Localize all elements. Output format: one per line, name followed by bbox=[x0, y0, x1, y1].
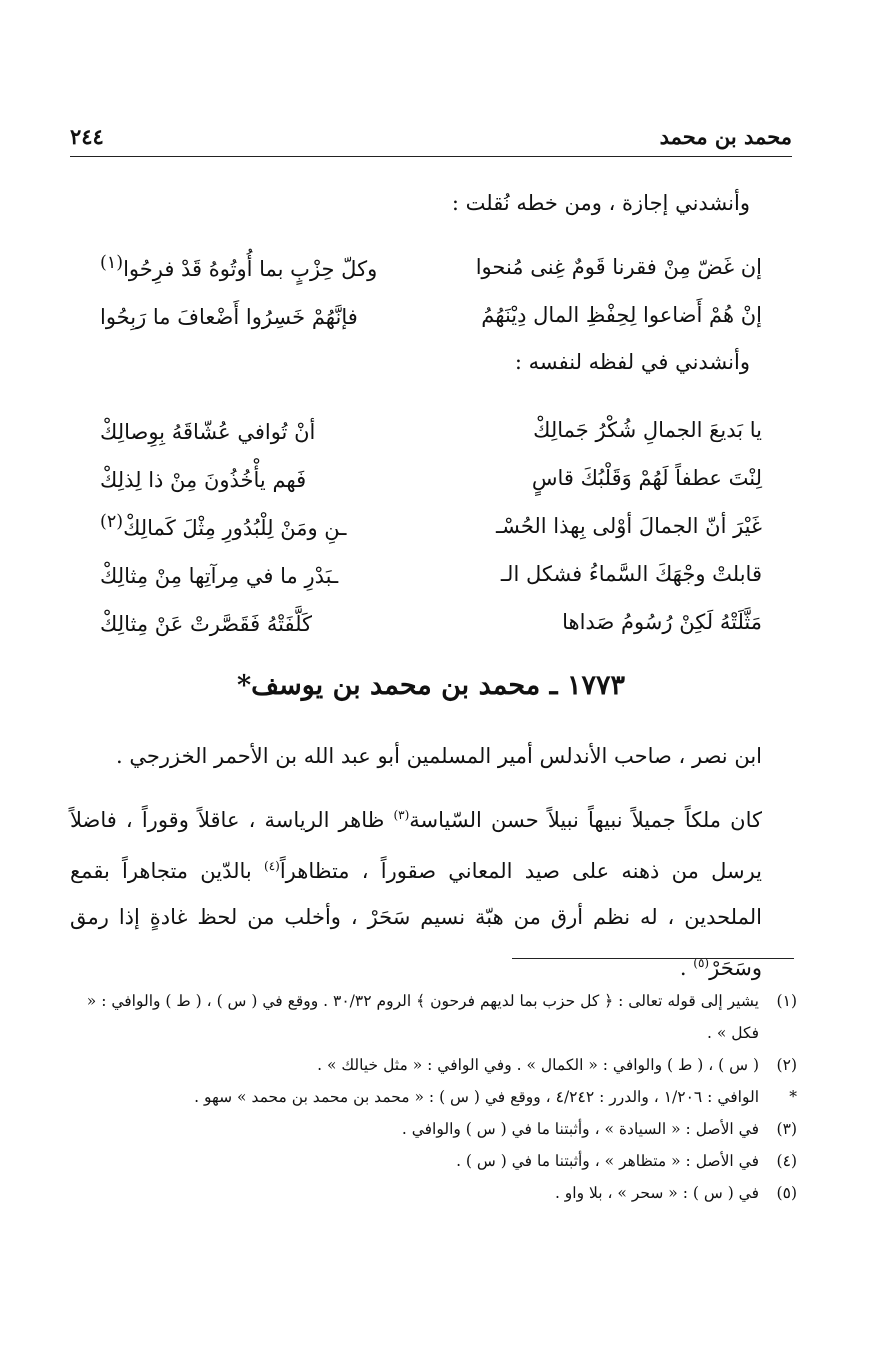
footnote-text: ( س ) ، ( ط ) والوافي : « الكمال » . وفي الوافي : « مثل خيالك » . bbox=[317, 1056, 759, 1074]
hemistich-text: ـنِ ومَنْ لِلْبُدُورِ مِثْلَ كَمالِكْ bbox=[123, 516, 347, 540]
verse bbox=[100, 406, 762, 454]
hemistich-text: وكلّ حِزْبٍ بما أُوتُوهُ قَدْ فرِحُوا bbox=[123, 257, 378, 281]
verse-second-hemistich bbox=[100, 253, 410, 281]
verse-second-hemistich bbox=[100, 512, 410, 540]
footnote bbox=[70, 985, 797, 1049]
poem-1 bbox=[100, 243, 762, 339]
verse-second-hemistich bbox=[100, 560, 410, 588]
footnote-text: في الأصل : « متظاهر » ، وأثبتنا ما في ( س ) . bbox=[456, 1152, 759, 1170]
verse-first-hemistich: غَيْرَ أنّ الجمالَ أوْلى بِهذا الحُسْـ bbox=[495, 514, 762, 538]
running-head bbox=[70, 118, 792, 154]
verse-first-hemistich: يا بَديعَ الجمالِ شُكْرُ جَمالِكْ bbox=[533, 418, 762, 442]
footnote-ref: (٥) bbox=[693, 956, 710, 970]
hemistich-text: أنْ تُوافي عُشّاقَهُ بِوِصالِكْ bbox=[100, 420, 316, 444]
verse bbox=[100, 243, 762, 291]
footnote bbox=[70, 1145, 797, 1177]
footnote-rule bbox=[512, 958, 794, 959]
verse bbox=[100, 598, 762, 646]
footnote-text: في الأصل : « السيادة » ، وأثبتنا ما في ( س ) والوافي . bbox=[401, 1120, 759, 1138]
footnote-ref: (١) bbox=[100, 253, 124, 273]
poem-2 bbox=[100, 406, 762, 646]
verse-second-hemistich bbox=[100, 301, 410, 329]
body-text: . bbox=[679, 956, 694, 980]
verse-first-hemistich: لِنْتَ عطفاً لَهُمْ وَقَلْبُكَ قاسٍ bbox=[531, 466, 762, 490]
footnote-ref: (٤) bbox=[264, 859, 280, 873]
verse-second-hemistich bbox=[100, 464, 410, 492]
body-text: ظاهر الرياسة ، عاقلاً وقوراً ، فاضلاً يرسل من ذهنه على صيد المعاني صقوراً ، متظاهراً bbox=[70, 808, 763, 883]
hemistich-text: فإنَّهُمْ خَسِرُوا أَضْعافَ ما رَبِحُوا bbox=[100, 305, 358, 329]
header-rule bbox=[70, 156, 792, 157]
footnote-number: (٣) bbox=[776, 1120, 797, 1138]
poem-intro-2: وأنشدني في لفظه لنفسه : bbox=[514, 350, 750, 374]
footnote-ref: (٢) bbox=[100, 512, 124, 532]
lineage-text: ابن نصر ، صاحب الأندلس أمير المسلمين أبو عبد الله بن الأحمر الخزرجي . bbox=[116, 744, 762, 768]
verse-first-hemistich: إن غَضّ مِنْ فقرنا قَومٌ غِنى مُنحوا bbox=[475, 255, 762, 279]
footnote-text: يشير إلى قوله تعالى : ﴿ كل حزب بما لديهم فرحون ﴾ الروم ٣٠/٣٢ . ووقع في ( س ) ، ( ط ) والوافي : « فكل » . bbox=[86, 992, 759, 1042]
verse bbox=[100, 550, 762, 598]
verse-second-hemistich bbox=[100, 416, 410, 444]
verse bbox=[100, 291, 762, 339]
footnotes bbox=[70, 985, 797, 1209]
footnote-number: (٢) bbox=[776, 1056, 797, 1074]
poem-intro-1: وأنشدني إجازة ، ومن خطه نُقلت : bbox=[451, 191, 750, 215]
hemistich-text: كَلَّفَتْهُ فَقَصَّرتْ عَنْ مِثالِكْ bbox=[100, 612, 313, 636]
verse-second-hemistich bbox=[100, 608, 410, 636]
verse-first-hemistich: قابلتْ وجْهَكَ السَّماءُ فشكل الـ bbox=[500, 562, 762, 586]
footnote-number: (٥) bbox=[776, 1184, 797, 1202]
footnote bbox=[70, 1177, 797, 1209]
footnote-text: الوافي : ١/٢٠٦ ، والدرر : ٤/٢٤٢ ، ووقع في ( س ) : « محمد بن محمد بن محمد » سهو . bbox=[194, 1088, 759, 1106]
verse bbox=[100, 502, 762, 550]
footnote-number: (٤) bbox=[776, 1152, 797, 1170]
footnote bbox=[70, 1049, 797, 1081]
page-number: ٢٤٤ bbox=[70, 123, 104, 149]
verse-first-hemistich: مَثَّلَتْهُ لَكِنْ رُسُومُ صَداها bbox=[562, 610, 762, 634]
entry-body bbox=[70, 792, 762, 991]
hemistich-text: ـبَدْرِ ما في مِرآتِها مِنْ مِثالِكْ bbox=[100, 564, 339, 588]
verse bbox=[100, 454, 762, 502]
entry-lineage bbox=[70, 733, 762, 779]
hemistich-text: فَهم يأْخُذُونَ مِنْ ذا لِذلِكْ bbox=[100, 468, 307, 492]
footnote-number: (١) bbox=[776, 992, 797, 1010]
verse-first-hemistich: إنْ هُمْ أَضاعوا لِحِفْظِ المال دِيْنَهُمُ bbox=[481, 303, 762, 327]
footnote bbox=[70, 1081, 797, 1113]
body-text: بالدّين متجاهراً بقمع الملحدين ، له نظم أرق من هبّة نسيم سَحَرْ ، وأخلب من لحظ غادةٍ إذا رمق وسَحَرْ bbox=[70, 859, 762, 980]
body-text: كان ملكاً جميلاً نبيهاً نبيلاً حسن السّياسة bbox=[409, 808, 762, 832]
entry-title: ١٧٧٣ ـ محمد بن محمد بن يوسف* bbox=[237, 670, 625, 701]
footnote bbox=[70, 1113, 797, 1145]
footnote-number: * bbox=[789, 1088, 797, 1106]
body-paragraph bbox=[70, 792, 762, 991]
footnote-text: في ( س ) : « سحر » ، بلا واو . bbox=[554, 1184, 759, 1202]
running-title: محمد بن محمد bbox=[659, 123, 792, 149]
footnote-ref: (٣) bbox=[393, 808, 410, 822]
